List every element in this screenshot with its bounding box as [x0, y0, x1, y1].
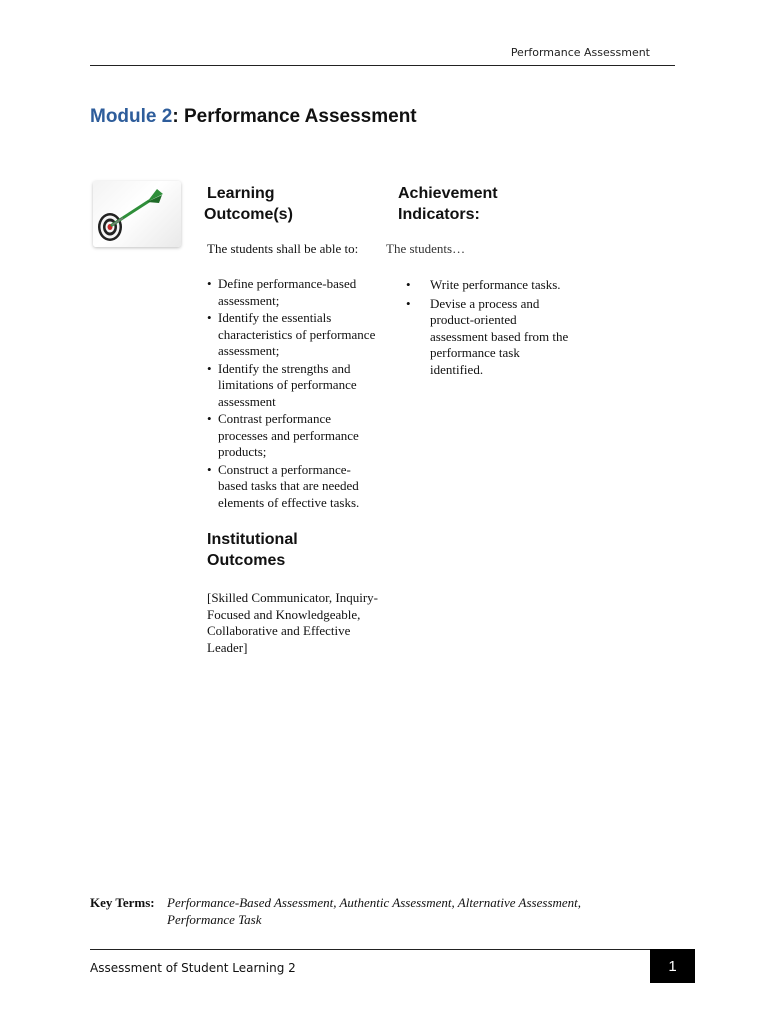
learning-outcomes-heading-line2: Outcome(s)	[204, 206, 293, 223]
learning-outcomes-intro: The students shall be able to:	[207, 241, 359, 256]
list-item: • Construct a performance-based tasks that are needed elements of effective tasks.	[207, 462, 377, 512]
achievement-indicators-list	[404, 277, 574, 380]
learning-outcomes-list	[207, 276, 377, 512]
achievement-indicators-heading-line2: Indicators:	[398, 206, 480, 223]
target-dart-icon	[93, 181, 181, 247]
list-item: • Devise a process and product-oriented assessment based from the performance task identified.	[404, 296, 574, 379]
list-item: • Identify the strengths and limitations of performance assessment	[207, 361, 377, 411]
key-terms-value: Performance-Based Assessment, Authentic Assessment, Alternative Assessment, Performance Task	[167, 895, 582, 927]
page-number: 1	[650, 949, 695, 983]
module-label: Module 2	[90, 106, 173, 127]
module-title-text: : Performance Assessment	[172, 106, 417, 127]
institutional-outcomes-heading-line1: Institutional	[207, 531, 298, 548]
header-rule	[90, 65, 675, 66]
list-item: • Contrast performance processes and performance products;	[207, 411, 377, 461]
key-terms-label: Key Terms:	[90, 895, 155, 910]
running-header: Performance Assessment	[510, 46, 650, 59]
achievement-indicators-intro: The students…	[386, 241, 466, 256]
institutional-outcomes-heading	[207, 529, 298, 571]
list-item: • Identify the essentials characteristics of performance assessment;	[207, 310, 377, 360]
module-title	[90, 106, 417, 128]
institutional-outcomes-text: [Skilled Communicator, Inquiry-Focused and Knowledgeable, Collaborative and Effective Leader]	[207, 590, 378, 655]
achievement-indicators-heading-line1: Achievement	[398, 185, 498, 202]
footer-rule	[90, 949, 650, 950]
footer-course-name: Assessment of Student Learning 2	[90, 961, 296, 975]
learning-outcomes-heading-line1: Learning	[207, 185, 275, 202]
list-item: • Define performance-based assessment;	[207, 276, 377, 309]
learning-outcomes-heading	[204, 183, 293, 225]
achievement-indicators-heading	[398, 183, 498, 225]
list-item: • Write performance tasks.	[404, 277, 574, 294]
institutional-outcomes-heading-line2: Outcomes	[207, 552, 286, 569]
